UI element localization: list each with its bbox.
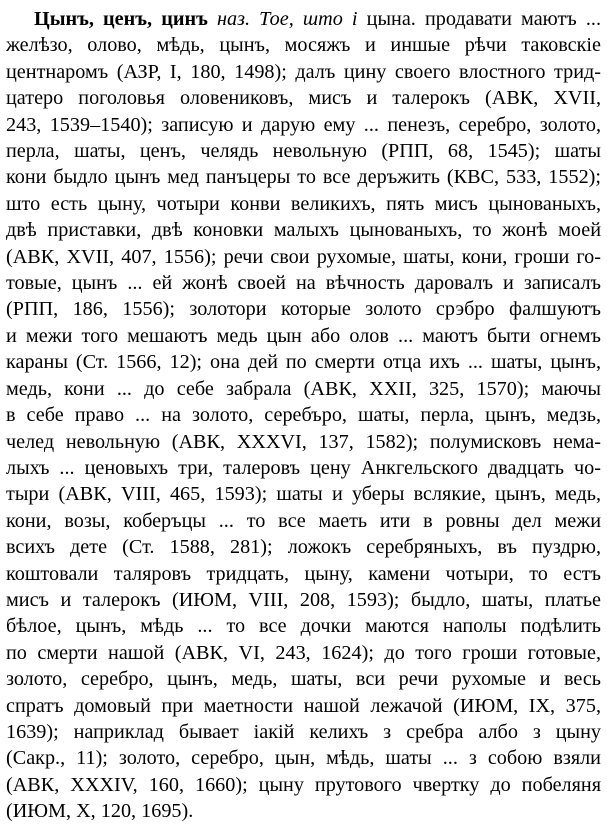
entry-line: што есть цыну, чотыри конви великихъ, пять мисъ цынованыхъ, — [6, 192, 601, 215]
entry-line: по смерти нашой (АВК, VI, 243, 1624); до того гроши готовые, — [6, 641, 601, 664]
entry-line: перла, шаты, ценъ, челядь невольную (РПП, 68, 1545); шаты — [6, 140, 601, 163]
entry-line: караны (Ст. 1566, 12); она дей по смерти отца ихъ ... шаты, цынъ, — [6, 351, 601, 374]
entry-line: коштовали таляровъ тридцать, цыну, камени чотыри, то естъ — [6, 562, 601, 585]
entry-line — [6, 6, 601, 32]
entry-line: 243, 1539–1540); записую и дарую ему ... пенезъ, серебро, золото, — [6, 113, 601, 136]
entry-text: цына. продавати маютъ ... — [366, 8, 601, 30]
entry-line: мисъ и талерокъ (ИЮМ, VIII, 208, 1593); быдло, шаты, платье — [6, 588, 601, 611]
entry-line: золото, серебро, цынъ, медь, шаты, вси речи рухомые и весь — [6, 668, 601, 691]
entry-headword: Цынъ, ценъ, цинъ — [34, 8, 208, 30]
entry-line: 1639); наприклад бывает іакій келихъ з сребра албо з цыну — [6, 720, 601, 743]
entry-line: бѣлое, цынъ, мѣдь ... то все дочки маются наполы подѣлить — [6, 615, 601, 638]
entry-line: (АВК, XXXIV, 160, 1660); цыну прутового чвертку до побеляня — [6, 773, 601, 796]
entry-line: тыри (АВК, VIII, 465, 1593); шаты и уберы вслякие, цынъ, медь, — [6, 483, 601, 506]
entry-line: (ИЮМ, X, 120, 1695). — [6, 800, 194, 823]
entry-line: двѣ приставки, двѣ коновки малыхъ цынованыхъ, то жонѣ моей — [6, 219, 601, 242]
entry-line: кони быдло цынъ мед панъцеры то все деръжить (КВС, 533, 1552); — [6, 166, 601, 189]
entry-line: (РПП, 186, 1556); золотори которые золото срэбро фалшуютъ — [6, 298, 601, 321]
entry-line: всихъ дете (Ст. 1588, 281); ложокъ серебряныхъ, въ пуздрю, — [6, 536, 601, 559]
entry-line: желѣзо, олово, мѣдь, цынъ, мосяжъ и иншые рѣчи таковскіе — [6, 34, 601, 57]
entry-line: (Сакр., 11); золото, серебро, цын, мѣдь, шаты ... з собою взяли — [6, 747, 601, 770]
entry-line: кони, возы, коберъцы ... то все маеть ити в ровны дел межи — [6, 509, 601, 532]
entry-line: центнаромъ (АЗР, I, 180, 1498); далъ цину своего влостного трид- — [6, 60, 601, 83]
entry-line: товые, цынъ ... ей жонѣ своей на вѣчность даровалъ и записалъ — [6, 272, 601, 295]
entry-line: в себе право ... на золото, серебъро, шаты, перла, цынъ, медзь, — [6, 404, 601, 427]
entry-line: спратъ домовый при маетности нашой лежачой (ИЮМ, IX, 375, — [6, 694, 601, 717]
entry-grammar-note: наз. Тое, што і — [217, 8, 358, 30]
entry-line: цатеро поголовья оловениковъ, мисъ и талерокъ (АВК, XVII, — [6, 87, 601, 110]
entry-line: челед невольную (АВК, XXXVI, 137, 1582); полумисковъ нема- — [6, 430, 601, 453]
entry-line: лыхъ ... ценовыхъ три, талеровъ цену Анкгельского двадцать чо- — [6, 456, 601, 479]
entry-line: и межи того мешаютъ медь цын або олов ... маютъ быти огнемъ — [6, 324, 601, 347]
entry-line: (АВК, XVII, 407, 1556); речи свои рухомые, шаты, кони, гроши го- — [6, 245, 601, 268]
entry-line: медь, кони ... до себе забрала (АВК, XXII, 325, 1570); маючы — [6, 377, 601, 400]
